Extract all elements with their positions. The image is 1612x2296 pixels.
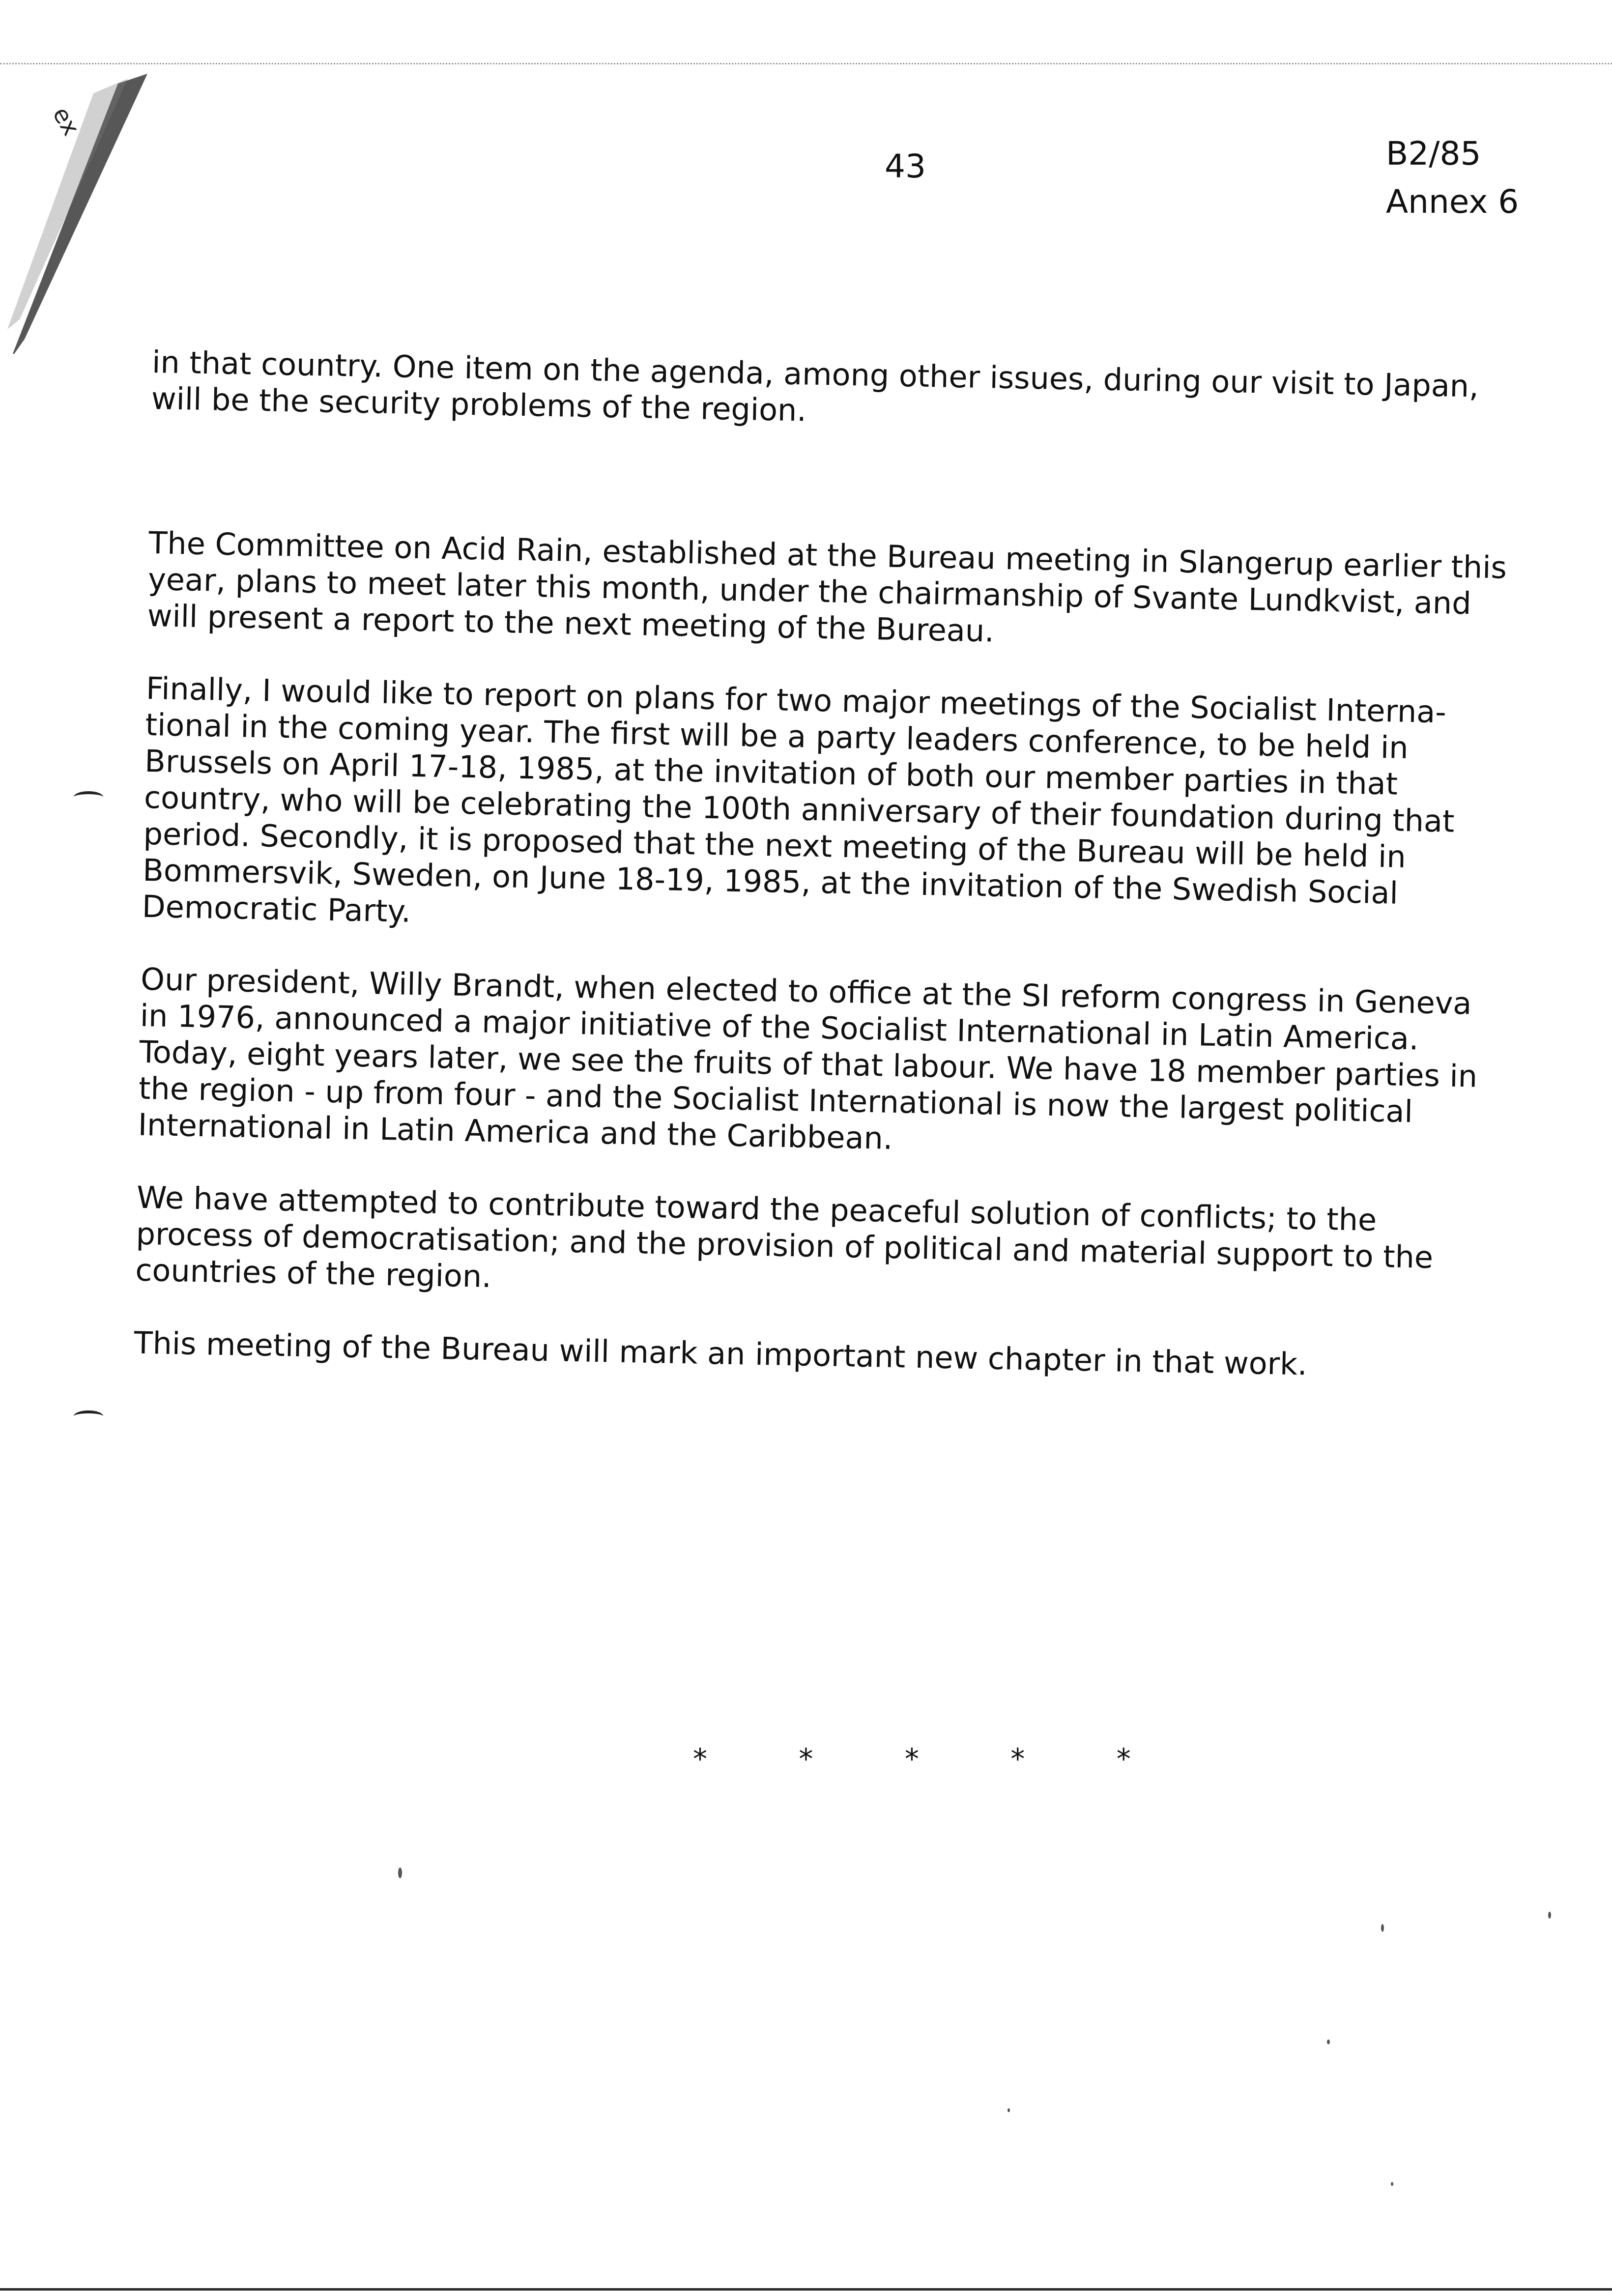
- paragraph: Our president, Willy Brandt, when elected to office at the SI reform congress in Geneva in 1976, announced a major initiative of the Socialist International in Latin America. Today, eight years later, we see the fruits of that labour. We have 18 member parties in the region - up from four - and the Socialist International is now the largest political International in Latin America and the Caribbean.: [138, 961, 1478, 1156]
- scan-speck: [398, 1867, 402, 1878]
- scan-speck: [1381, 1924, 1384, 1932]
- paragraph: We have attempted to contribute toward the peaceful solution of conflicts; to the process of democratisation; and the provision of political and material support to the countries of the region.: [135, 1179, 1434, 1294]
- corner-stamp-mark: [5, 64, 162, 354]
- paragraph: Finally, I would like to report on plans for two major meetings of the Socialist Interna- tional in the coming year. The first will be a party leaders conference, to be held in Brussels on April 17-18, 1985, at the invitation of both our member parties in that country, who will be celebrating the 100th anniversary of their foundation during that period. Secondly, it is proposed that the next meeting of the Bureau will be held in Bommersvik, Sweden, on June 18-19, 1985, at the invitation of the Swedish Social Democratic Party.: [142, 670, 1455, 929]
- scan-speck: [1391, 2182, 1393, 2186]
- document-reference: [1386, 130, 1519, 226]
- section-separator: * * * * *: [693, 1742, 1172, 1776]
- scan-bottom-edge: [0, 2288, 1612, 2291]
- margin-mark: [74, 1410, 103, 1422]
- scan-speck: [1327, 2039, 1330, 2044]
- scan-speck: [1008, 2108, 1010, 2112]
- annex-label: Annex 6: [1386, 183, 1519, 221]
- margin-mark: [74, 791, 103, 803]
- paragraph: in that country. One item on the agenda, among other issues, during our visit to Japan, will be the security problems of the region.: [151, 344, 1479, 429]
- document-code: B2/85: [1386, 135, 1481, 172]
- letter-body: [134, 344, 1567, 1387]
- scan-speck: [1548, 1912, 1551, 1919]
- paragraph: This meeting of the Bureau will mark an important new chapter in that work.: [134, 1324, 1308, 1382]
- svg-text:ex: ex: [47, 102, 85, 141]
- paragraph: The Committee on Acid Rain, established at the Bureau meeting in Slangerup earlier this year, plans to meet later this month, under the chairmanship of Svante Lundkvist, and will present a report to the next meeting of the Bureau.: [147, 524, 1507, 649]
- scan-top-edge: [0, 63, 1612, 64]
- page-number: 43: [885, 147, 926, 185]
